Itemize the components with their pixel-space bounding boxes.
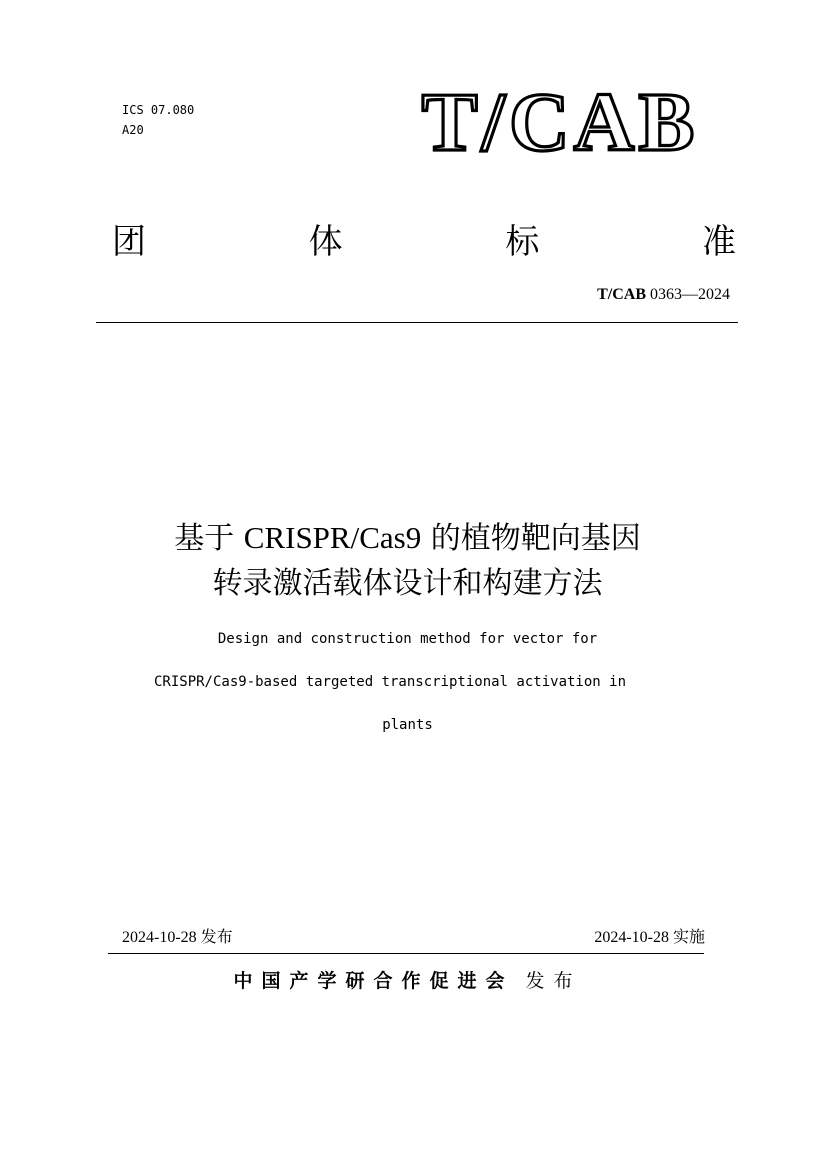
footer-divider (108, 953, 704, 954)
classification-codes (122, 100, 194, 140)
title-en-line-3: plants (382, 717, 433, 733)
title-en-line-1: Design and construction method for vector for (217, 631, 598, 647)
svg-text:T/CAB: T/CAB (421, 76, 699, 162)
title-cn-line-2: 转录激活载体设计和构建方法 (212, 566, 603, 601)
standard-type-char: 准 (701, 222, 736, 262)
implement-date: 2024-10-28 实施 (594, 929, 705, 946)
issuer-action: 发布 (525, 970, 582, 992)
title-en-line-2: CRISPR/Cas9-based targeted transcriptional activation in (153, 674, 626, 690)
ccs-code: A20 (122, 123, 144, 137)
ics-code: ICS 07.080 (122, 103, 195, 117)
standard-type-char: 体 (308, 222, 343, 262)
standard-type-char: 标 (505, 222, 540, 262)
title-cn-line-1 (0, 516, 815, 561)
tcab-logo (360, 72, 760, 162)
standard-number-prefix: T/CAB (597, 286, 646, 303)
standard-number-value: 0363—2024 (650, 286, 730, 303)
title-cn-line-1-post: 的植物靶向基因 (430, 521, 641, 556)
standard-type-char: 团 (112, 222, 146, 262)
issuer-line (0, 968, 815, 994)
title-cn-line-1-latin: CRISPR/Cas9 (243, 520, 422, 555)
publish-date: 2024-10-28 发布 (122, 929, 233, 946)
standard-type-heading (112, 220, 736, 264)
title-cn-line-1-pre: 基于 (174, 521, 235, 556)
standard-number (597, 284, 730, 306)
issuer-organization: 中国产学研合作促进会 (233, 970, 514, 992)
header-divider (96, 322, 738, 323)
